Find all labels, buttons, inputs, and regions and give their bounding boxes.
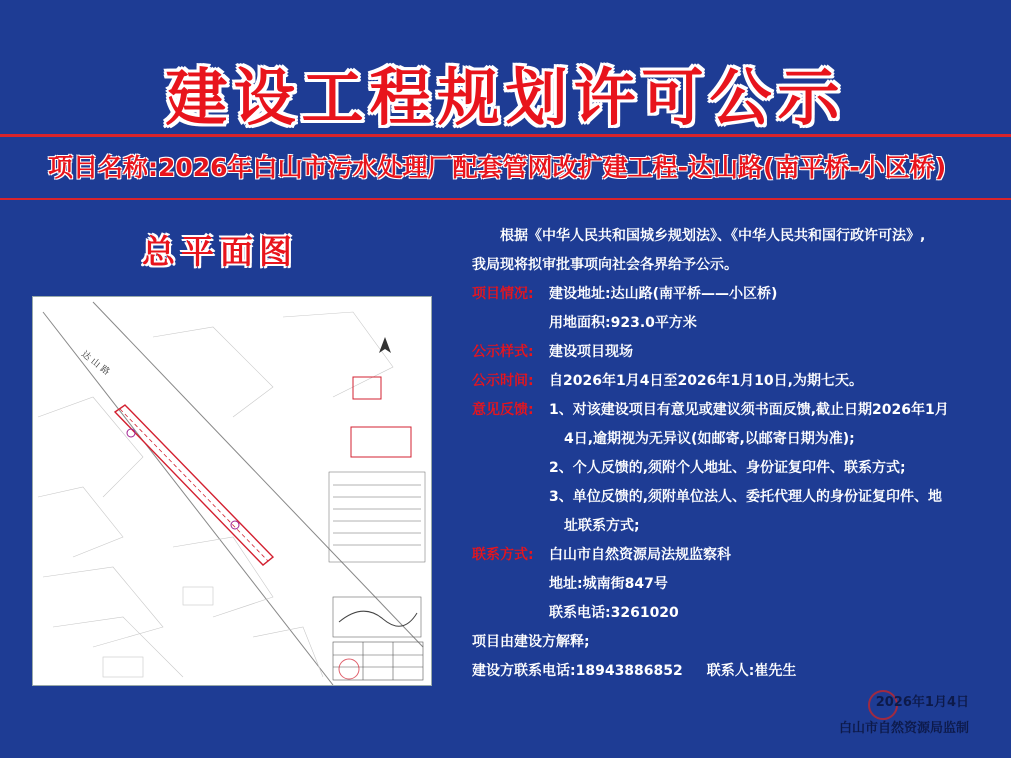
feedback-item-1: 1、对该建设项目有意见或建议须书面反馈,截止日期2026年1月 (549, 402, 949, 418)
official-seal-icon (339, 659, 359, 679)
project-info-label: 项目情况: (472, 286, 534, 302)
builder-phone: 建设方联系电话:18943886852 (472, 663, 683, 679)
notice-style-value: 建设项目现场 (549, 344, 633, 360)
manhole-icon (231, 521, 239, 529)
manhole-icon (127, 429, 135, 437)
feedback-item-3-cont: 址联系方式; (564, 518, 640, 534)
feedback-row (472, 396, 987, 425)
notice-style-label: 公示样式: (472, 344, 534, 360)
intro-line: 根据《中华人民共和国城乡规划法》、《中华人民共和国行政许可法》, (500, 228, 926, 244)
footer-date: 2026年1月4日 (875, 695, 969, 710)
feedback-item-1-cont: 4日,逾期视为无异议(如邮寄,以邮寄日期为准); (564, 431, 855, 447)
notice-body (472, 222, 987, 686)
site-plan-drawing (32, 296, 432, 686)
land-area: 用地面积:923.0平方米 (549, 315, 697, 331)
approval-stamp (351, 427, 411, 457)
title-block (333, 642, 423, 680)
site-address: 建设地址:达山路(南平桥——小区桥) (549, 286, 778, 302)
notice-style-row (472, 338, 987, 367)
contact-address: 地址:城南街847号 (549, 576, 668, 592)
banner-title: 建设工程规划许可公示 (165, 61, 846, 134)
site-plan-svg (33, 297, 431, 685)
feedback-item-2: 2、个人反馈的,须附个人地址、身份证复印件、联系方式; (549, 460, 906, 476)
contact-org: 白山市自然资源局法规监察科 (549, 547, 731, 563)
contact-label: 联系方式: (472, 547, 534, 563)
project-name: 项目名称:2026年白山市污水处理厂配套管网改扩建工程-达山路(南平桥-小区桥) (48, 153, 947, 182)
explain-line: 项目由建设方解释; (472, 634, 590, 650)
footer-issuer: 白山市自然资源局监制 (838, 721, 969, 736)
intro-line: 我局现将拟审批事项向社会各界给予公示。 (472, 257, 738, 273)
road-edge-line (43, 312, 333, 685)
project-info-row (472, 280, 987, 309)
location-map-road (339, 611, 417, 626)
feedback-item-3: 3、单位反馈的,须附单位法人、委托代理人的身份证复印件、地 (549, 489, 943, 505)
notice-time-label: 公示时间: (472, 373, 534, 389)
road-edge-line (93, 302, 423, 647)
footer (839, 690, 969, 742)
builder-contact-row (472, 657, 987, 686)
north-arrow-icon (379, 337, 391, 353)
pipeline-centerline (120, 409, 268, 561)
contact-phone: 联系电话:3261020 (549, 605, 679, 621)
builder-person: 联系人:崔先生 (706, 663, 797, 679)
contact-row (472, 541, 987, 570)
plan-heading: 总平面图 (142, 232, 298, 271)
notice-time-value: 自2026年1月4日至2026年1月10日,为期七天。 (549, 373, 863, 389)
road-label: 达 山 路 (79, 349, 112, 378)
header-divider (0, 198, 1011, 200)
feedback-label: 意见反馈: (472, 402, 534, 418)
notes-table (329, 472, 425, 562)
notice-time-row (472, 367, 987, 396)
